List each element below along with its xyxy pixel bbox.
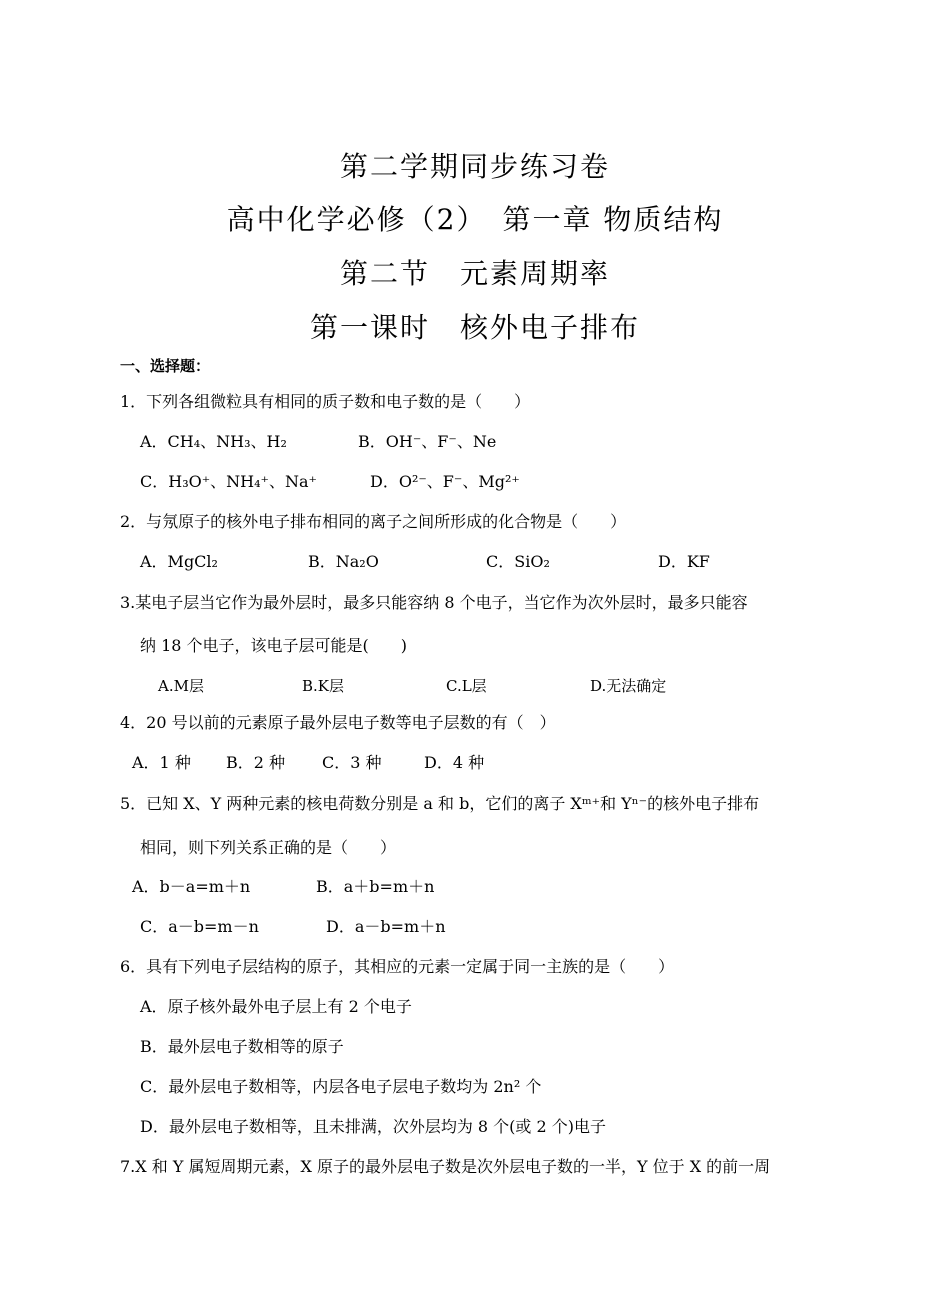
question-6-option-c: C．最外层电子数相等，内层各电子层电子数均为 2n² 个 <box>140 1077 542 1096</box>
question-6-option-d: D．最外层电子数相等，且未排满，次外层均为 8 个(或 2 个)电子 <box>140 1117 607 1136</box>
question-1-option-b: B．OH⁻、F⁻、Ne <box>358 432 497 451</box>
question-5-stem-line-2: 相同，则下列关系正确的是（ ） <box>140 838 397 857</box>
question-5-option-b: B．a＋b=m＋n <box>316 877 435 896</box>
section-heading: 一、选择题： <box>120 357 211 375</box>
question-3-option-d: D.无法确定 <box>590 677 667 695</box>
question-2-option-b: B．Na₂O <box>308 552 379 571</box>
course-chapter-title: 高中化学必修（2） 第一章 物质结构 <box>226 203 724 236</box>
question-1-stem: 1．下列各组微粒具有相同的质子数和电子数的是（ ） <box>120 392 531 411</box>
question-5-option-c: C．a－b=m－n <box>140 917 259 936</box>
question-4-option-b: B．2 种 <box>226 753 286 772</box>
question-3-option-a: A.M层 <box>158 677 204 695</box>
section-title: 第二节 元素周期率 <box>339 257 610 290</box>
question-4-option-d: D．4 种 <box>424 753 485 772</box>
question-5-option-a: A．b－a=m＋n <box>132 877 251 896</box>
worksheet-title: 第二学期同步练习卷 <box>339 150 610 183</box>
question-2-option-a: A．MgCl₂ <box>140 552 218 571</box>
question-3-stem-line-1: 3.某电子层当它作为最外层时，最多只能容纳 8 个电子，当它作为次外层时，最多只能容 <box>120 593 748 612</box>
question-1-option-c: C．H₃O⁺、NH₄⁺、Na⁺ <box>140 472 317 491</box>
question-7-stem: 7.X 和 Y 属短周期元素，X 原子的最外层电子数是次外层电子数的一半，Y 位于 X 的前一周 <box>120 1157 771 1176</box>
question-4-option-a: A．1 种 <box>132 753 191 772</box>
question-2-option-d: D．KF <box>658 552 710 571</box>
question-3-option-b: B.K层 <box>302 677 344 695</box>
question-5-option-d: D．a－b=m＋n <box>326 917 446 936</box>
question-4-option-c: C．3 种 <box>322 753 382 772</box>
question-5-stem-line-1: 5．已知 X、Y 两种元素的核电荷数分别是 a 和 b，它们的离子 Xᵐ⁺和 Yⁿ⁻的核外电子排布 <box>120 794 760 813</box>
question-6-stem: 6．具有下列电子层结构的原子，其相应的元素一定属于同一主族的是（ ） <box>120 957 675 976</box>
question-1-option-d: D．O²⁻、F⁻、Mg²⁺ <box>370 472 520 491</box>
question-2-option-c: C．SiO₂ <box>486 552 550 571</box>
question-3-stem-line-2: 纳 18 个电子，该电子层可能是( ) <box>140 636 408 655</box>
question-4-stem: 4．20 号以前的元素原子最外层电子数等电子层数的有（ ） <box>120 713 556 732</box>
question-2-stem: 2．与氖原子的核外电子排布相同的离子之间所形成的化合物是（ ） <box>120 512 627 531</box>
question-1-option-a: A．CH₄、NH₃、H₂ <box>140 432 287 451</box>
question-3-option-c: C.L层 <box>446 677 487 695</box>
question-6-option-a: A．原子核外最外电子层上有 2 个电子 <box>140 997 412 1016</box>
question-6-option-b: B．最外层电子数相等的原子 <box>140 1037 344 1056</box>
lesson-title: 第一课时 核外电子排布 <box>309 311 640 344</box>
